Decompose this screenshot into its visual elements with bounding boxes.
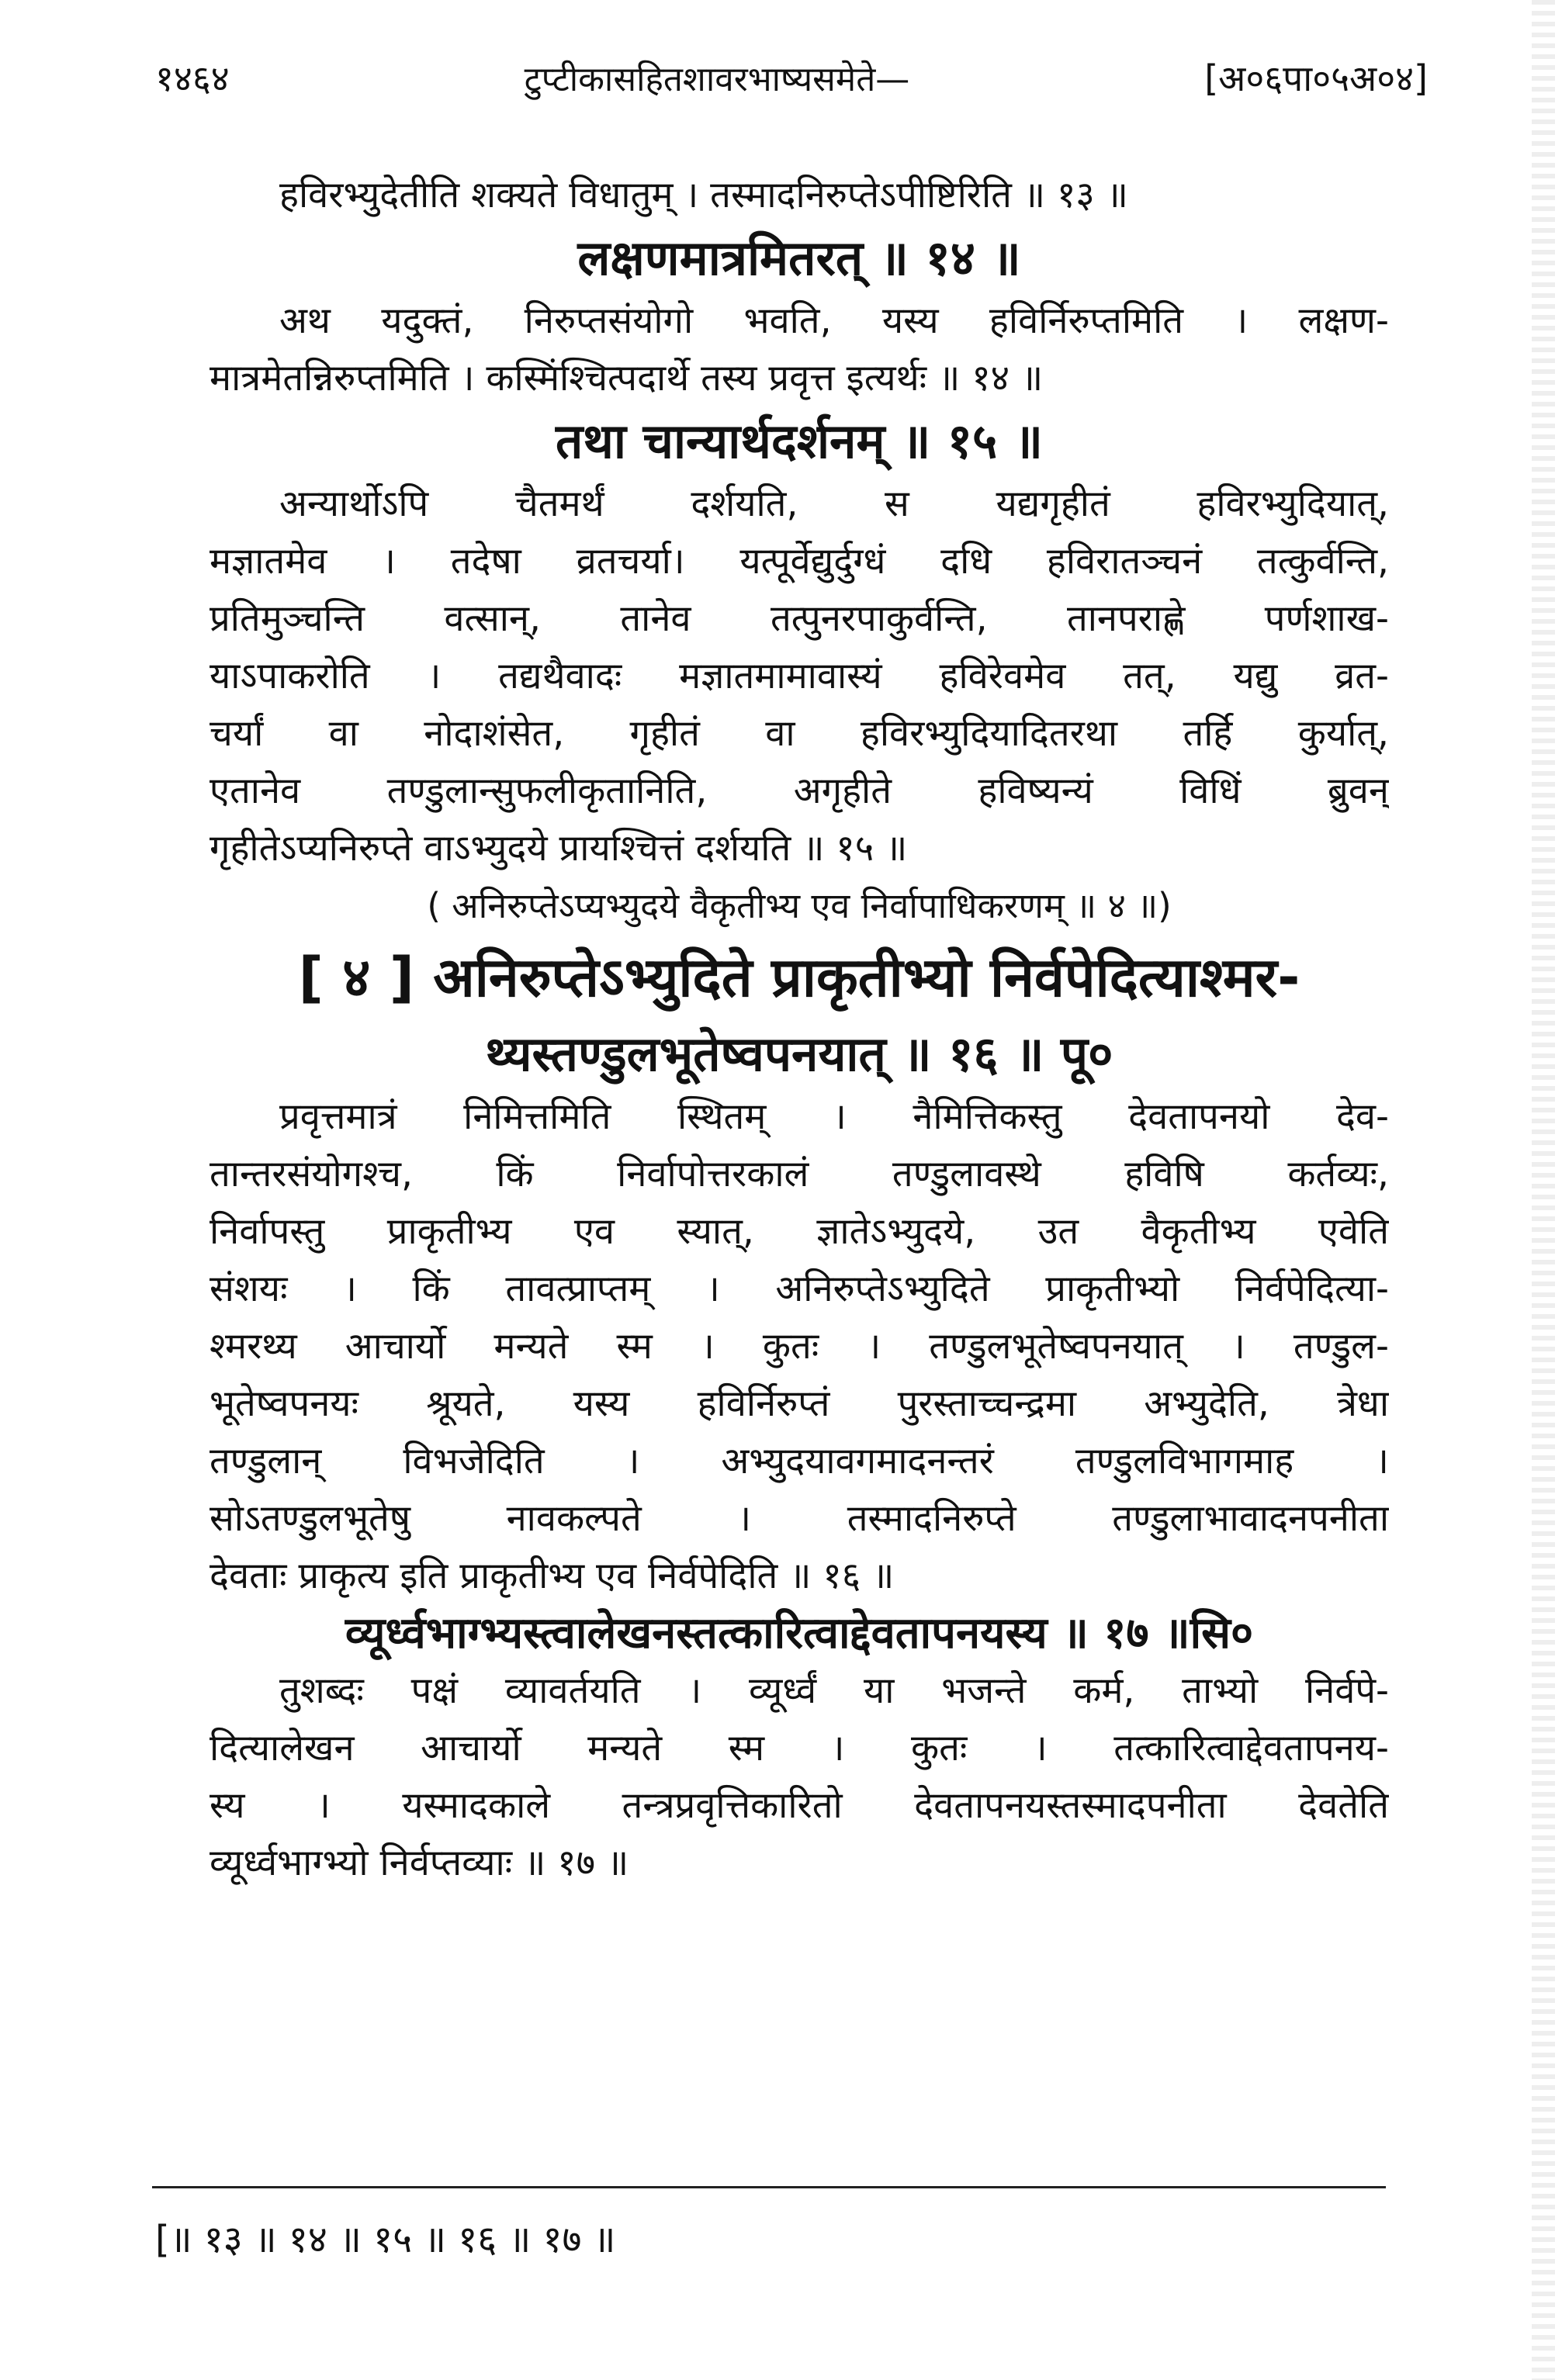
text-line: निर्वापस्तु प्राकृतीभ्य एव स्यात्, ज्ञातेऽभ्युदये, उत वैकृतीभ्य एवेति [210,1210,1389,1253]
footer-rule [152,2186,1386,2188]
body-text [210,167,1389,1892]
text-line: व्यूर्ध्वभाग्भ्यो निर्वप्तव्याः ॥ १७ ॥ [210,1842,629,1884]
text-line: एतानेव तण्डुलान्सुफलीकृतानिति, अगृहीते हविष्यन्यं विधिं ब्रुवन् [210,770,1389,812]
text-line: व्यूर्ध्वभाग्भ्यस्त्वालेखनस्तत्कारित्वाद्देवतापनयस्य ॥ १७ ॥सि० [345,1608,1254,1659]
text-line: तुशब्दः पक्षं व्यावर्तयति । व्यूर्ध्वं या भजन्ते कर्म, ताभ्यो निर्वपे- [279,1669,1389,1712]
footnote-line: [॥ १३ ॥ १४ ॥ १५ ॥ १६ ॥ १७ ॥ [155,2218,616,2261]
text-line: याऽपाकरोति । तद्यथैवादः मज्ञातमामावास्यं हविरेवमेव तत्, यद्यु व्रत- [210,655,1389,697]
text-line: मात्रमेतन्निरुप्तमिति । कस्मिंश्चित्पदार्थे तस्य प्रवृत्त इत्यर्थः ॥ १४ ॥ [210,357,1044,400]
text-line: दित्यालेखन आचार्यो मन्यते स्म । कुतः । तत्कारित्वाद्देवतापनय- [210,1727,1389,1769]
text-line: ( अनिरुप्तेऽप्यभ्युदये वैकृतीभ्य एव निर्वापाधिकरणम् ॥ ४ ॥) [427,885,1172,926]
text-line: प्रवृत्तमात्रं निमित्तमिति स्थितम् । नैमित्तिकस्तु देवतापनयो देव- [279,1095,1389,1138]
text-line: तथा चान्यार्थदर्शनम् ॥ १५ ॥ [555,413,1044,469]
text-line: सोऽतण्डुलभूतेषु नावकल्पते । तस्मादनिरुप्ते तण्डुलाभावादनपनीता [210,1497,1389,1540]
chapter-reference: [अ०६पा०५अ०४] [1204,57,1428,99]
text-line: देवताः प्राकृत्य इति प्राकृतीभ्य एव निर्वपेदिति ॥ १६ ॥ [210,1555,895,1597]
text-line: गृहीतेऽप्यनिरुप्ते वाऽभ्युदये प्रायश्चित्तं दर्शयति ॥ १५ ॥ [210,827,908,870]
text-line: लक्षणमात्रमितरत् ॥ १४ ॥ [577,230,1021,286]
running-title: टुप्टीकासहितशावरभाष्यसमेते— [524,60,910,99]
text-line: मज्ञातमेव । तदेषा व्रतचर्या। यत्पूर्वेद्युर्दुग्धं दधि हविरातञ्चनं तत्कुर्वन्ति, [210,540,1389,583]
page-number: १४६४ [155,57,230,99]
page-edge-shading [1532,0,1555,2380]
page-header [155,47,1428,109]
text-line: तण्डुलान् विभजेदिति । अभ्युदयावगमादनन्तरं तण्डुलविभागमाह । [210,1440,1389,1482]
text-line: अन्यार्थोऽपि चैतमर्थं दर्शयति, स यद्यगृहीतं हविरभ्युदियात्, [279,483,1389,525]
text-line: तान्तरसंयोगश्च, किं निर्वापोत्तरकालं तण्डुलावस्थे हविषि कर्तव्यः, [210,1153,1389,1195]
text-line: संशयः । किं तावत्प्राप्तम् । अनिरुप्तेऽभ्युदिते प्राकृतीभ्यो निर्वपेदित्या- [210,1268,1389,1310]
text-line: भूतेष्वपनयः श्रूयते, यस्य हविर्निरुप्तं पुरस्ताच्चन्द्रमा अभ्युदेति, त्रेधा [210,1382,1389,1425]
text-line: चर्यां वा नोदाशंसेत, गृहीतं वा हविरभ्युदियादितरथा तर्हि कुर्यात्, [210,712,1389,755]
text-line: प्रतिमुञ्चन्ति वत्सान्, तानेव तत्पुनरपाकुर्वन्ति, तानपराह्णे पर्णशाख- [210,597,1389,640]
text-line: [ ४ ] अनिरुप्तेऽभ्युदिते प्राकृतीभ्यो निर्वपेदित्याश्मर- [298,946,1300,1009]
text-line: थ्यस्तण्डुलभूतेष्वपनयात् ॥ १६ ॥ पू० [485,1026,1113,1082]
text-line: हविरभ्युदेतीति शक्यते विधातुम् । तस्मादनिरुप्तेऽपीष्टिरिति ॥ १३ ॥ [279,174,1128,216]
text-line: श्मरथ्य आचार्यो मन्यते स्म । कुतः । तण्डुलभूतेष्वपनयात् । तण्डुल- [210,1325,1389,1368]
text-line: अथ यदुक्तं, निरुप्तसंयोगो भवति, यस्य हविर्निरुप्तमिति । लक्षण- [279,299,1389,342]
text-line: स्य । यस्मादकाले तन्त्रप्रवृत्तिकारितो देवतापनयस्तस्मादपनीता देवतेति [210,1784,1389,1827]
